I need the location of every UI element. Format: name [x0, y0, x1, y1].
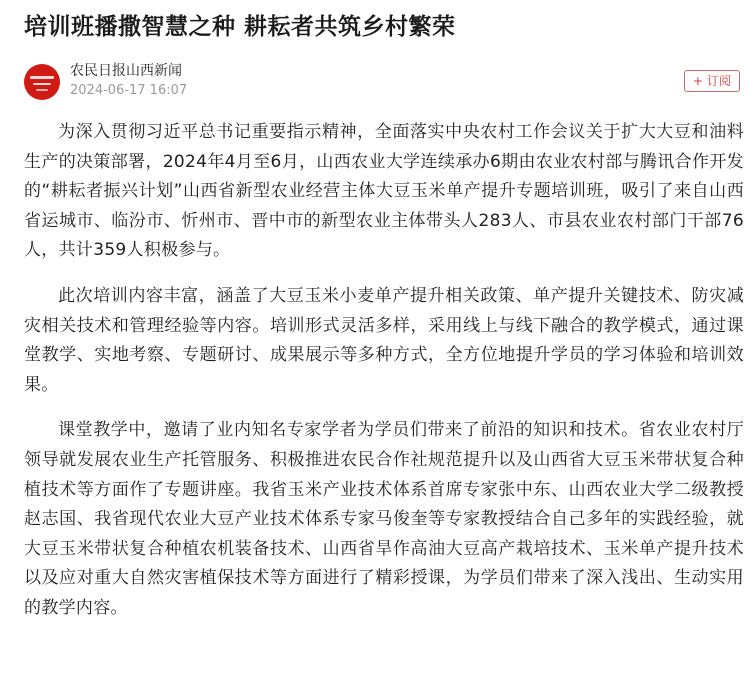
article-body [24, 118, 744, 640]
paragraph: 课堂教学中，邀请了业内知名专家学者为学员们带来了前沿的知识和技术。省农业农村厅领导就发展农业生产托管服务、积极推进农民合作社规范提升以及山西省大豆玉米带状复合种植技术等方面作了专题讲座。我省玉米产业技术体系首席专家张中东、山西农业大学二级教授赵志国、我省现代农业大豆产业技术体系专家马俊奎等专家教授结合自己多年的实践经验，就大豆玉米带状复合种植农机装备技术、山西省旱作高油大豆高产栽培技术、玉米单产提升技术以及应对重大自然灾害植保技术等方面进行了精彩授课，为学员们带来了深入浅出、生动实用的教学内容。 [24, 420, 744, 618]
logo-stroke-middle [33, 83, 51, 85]
article-title: 培训班播撒智慧之种 耕耘者共筑乡村繁荣 [24, 14, 456, 40]
paragraph: 为深入贯彻习近平总书记重要指示精神，全面落实中央农村工作会议关于扩大大豆和油料生产的决策部署，2024年4月至6月，山西农业大学连续承办6期由农业农村部与腾讯合作开发的“耕耘者振兴计划”山西省新型农业经营主体大豆玉米单产提升专题培训班，吸引了来自山西省运城市、临汾市、忻州市、晋中市的新型农业主体带头人283人、市县农业农村部门干部76人，共计359人积极参与。 [24, 122, 744, 261]
author-row [24, 60, 740, 104]
source-name[interactable]: 农民日报山西新闻 [70, 63, 182, 79]
plus-icon: + [692, 74, 703, 88]
paragraph: 此次培训内容丰富，涵盖了大豆玉米小麦单产提升相关政策、单产提升关键技术、防灾减灾相关技术和管理经验等内容。培训形式灵活多样，采用线上与线下融合的教学模式，通过课堂教学、实地考察、专题研讨、成果展示等多种方式，全方位地提升学员的学习体验和培训效果。 [24, 285, 744, 395]
subscribe-label: 订阅 [706, 74, 731, 88]
logo-stroke-bottom [36, 89, 48, 91]
logo-stroke-top [30, 76, 54, 79]
publish-time: 2024-06-17 16:07 [70, 83, 188, 98]
newspaper-logo-icon[interactable] [24, 64, 60, 100]
subscribe-button[interactable] [684, 70, 740, 92]
